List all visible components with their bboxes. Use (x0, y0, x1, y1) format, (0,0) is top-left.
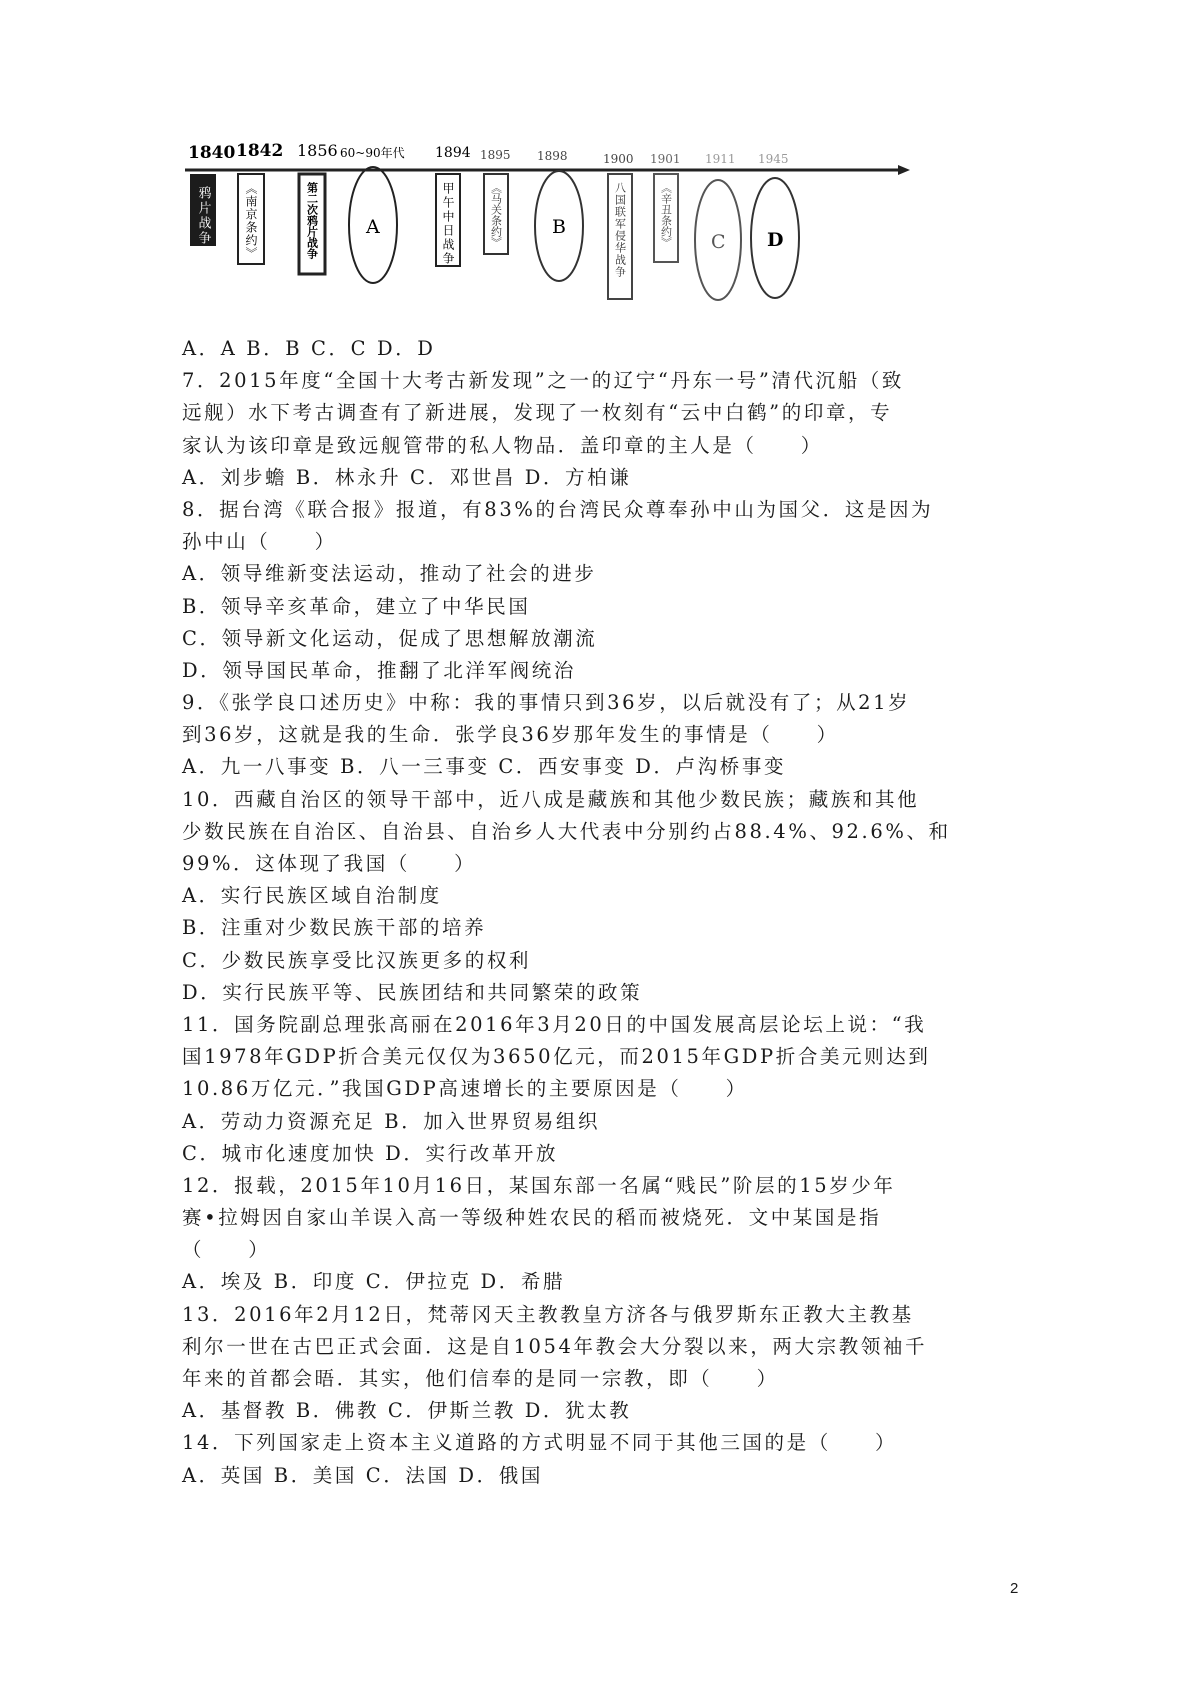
text-line: C．领导新文化运动，促成了思想解放潮流 (182, 626, 598, 650)
text-line: 14．下列国家走上资本主义道路的方式明显不同于其他三国的是（ ） (182, 1431, 898, 1455)
text-line: A．刘步蟾 B．林永升 C．邓世昌 D．方柏谦 (182, 465, 632, 489)
year-label: 1895 (480, 148, 511, 162)
year-label: 60~90年代 (340, 146, 405, 160)
blank-label-b: B (552, 216, 566, 238)
text-line: C．少数民族享受比汉族更多的权利 (182, 948, 532, 972)
year-label: 1900 (603, 152, 634, 166)
text-line: 远舰）水下考古调查有了新进展，发现了一枚刻有“云中白鹤”的印章，专 (182, 401, 893, 425)
timeline-figure (180, 130, 910, 330)
year-label: 1898 (537, 149, 568, 163)
text-line: A．埃及 B．印度 C．伊拉克 D．希腊 (182, 1270, 566, 1294)
page-number: 2 (1010, 1580, 1019, 1597)
event-label: 鸦片战争 (195, 186, 211, 246)
text-line: 9．《张学良口述历史》中称：我的事情只到36岁，以后就没有了；从21岁 (182, 691, 911, 715)
text-line: A．领导维新变法运动，推动了社会的进步 (182, 562, 597, 586)
text-line: C．城市化速度加快 D．实行改革开放 (182, 1141, 559, 1165)
text-line: 孙中山（ ） (182, 530, 337, 554)
text-line: 家认为该印章是致远舰管带的私人物品．盖印章的主人是（ ） (182, 433, 823, 457)
year-label: 1945 (758, 152, 789, 166)
text-line: A．劳动力资源充足 B．加入世界贸易组织 (182, 1109, 601, 1133)
timeline-arrow (898, 165, 910, 175)
question-text (182, 333, 1027, 1492)
text-line: 99%．这体现了我国（ ） (182, 852, 477, 875)
text-line: 到36岁，这就是我的生命．张学良36岁那年发生的事情是（ ） (182, 723, 839, 747)
text-line: 13．2016年2月12日，梵蒂冈天主教教皇方济各与俄罗斯东正教大主教基 (182, 1302, 914, 1326)
year-label: 1856 (297, 141, 338, 160)
event-label: 《马关条约》 (489, 182, 503, 248)
text-line: （ ） (182, 1238, 271, 1262)
year-label: 1842 (236, 141, 284, 161)
year-label: 1840 (188, 143, 236, 163)
event-label: 第二次鸦片战争 (305, 182, 319, 259)
blank-label-c: C (711, 231, 726, 253)
text-line: A．基督教 B．佛教 C．伊斯兰教 D．犹太教 (182, 1399, 632, 1423)
year-label: 1901 (650, 152, 681, 166)
event-label: 八国联军侵华战争 (613, 182, 627, 278)
text-line: 年来的首都会晤．其实，他们信奉的是同一宗教，即（ ） (182, 1367, 779, 1390)
year-label: 1911 (705, 152, 736, 166)
text-line: 少数民族在自治区、自治县、自治乡人大代表中分别约占88.4%、92.6%、和 (182, 819, 951, 843)
blank-label-d: D (767, 229, 784, 251)
event-label: 《南京条约》 (244, 182, 258, 260)
event-label: 甲午中日战争 (441, 182, 455, 266)
text-line: 12．报载，2015年10月16日，某国东部一名属“贱民”阶层的15岁少年 (182, 1173, 896, 1197)
text-line: B．领导辛亥革命，建立了中华民国 (182, 594, 531, 618)
text-line: A．实行民族区域自治制度 (182, 884, 442, 908)
text-line: 8．据台湾《联合报》报道，有83%的台湾民众尊奉孙中山为国父．这是因为 (182, 497, 934, 521)
text-line: B．注重对少数民族干部的培养 (182, 916, 487, 940)
text-line: 10．西藏自治区的领导干部中，近八成是藏族和其他少数民族；藏族和其他 (182, 787, 920, 811)
text-line: D．实行民族平等、民族团结和共同繁荣的政策 (182, 980, 643, 1004)
event-label: 《辛丑条约》 (659, 182, 673, 248)
text-line: 利尔一世在古巴正式会面．这是自1054年教会大分裂以来，两大宗教领袖千 (182, 1334, 928, 1358)
text-line: A．A B．B C．C D．D (182, 337, 436, 360)
text-line: A．英国 B．美国 C．法国 D．俄国 (182, 1463, 543, 1487)
text-line: D．领导国民革命，推翻了北洋军阀统治 (182, 658, 576, 682)
text-line: 国1978年GDP折合美元仅仅为3650亿元，而2015年GDP折合美元则达到 (182, 1045, 931, 1069)
text-line: 11．国务院副总理张高丽在2016年3月20日的中国发展高层论坛上说：“我 (182, 1012, 927, 1036)
year-label: 1894 (435, 145, 471, 161)
text-line: 赛•拉姆因自家山羊误入高一等级种姓农民的稻而被烧死．文中某国是指 (182, 1206, 882, 1230)
text-line: 10.86万亿元．”我国GDP高速增长的主要原因是（ ） (182, 1077, 748, 1101)
text-line: A．九一八事变 B．八一三事变 C．西安事变 D．卢沟桥事变 (182, 755, 787, 779)
blank-label-a: A (366, 216, 380, 238)
text-line: 7．2015年度“全国十大考古新发现”之一的辽宁“丹东一号”清代沉船（致 (182, 369, 905, 393)
